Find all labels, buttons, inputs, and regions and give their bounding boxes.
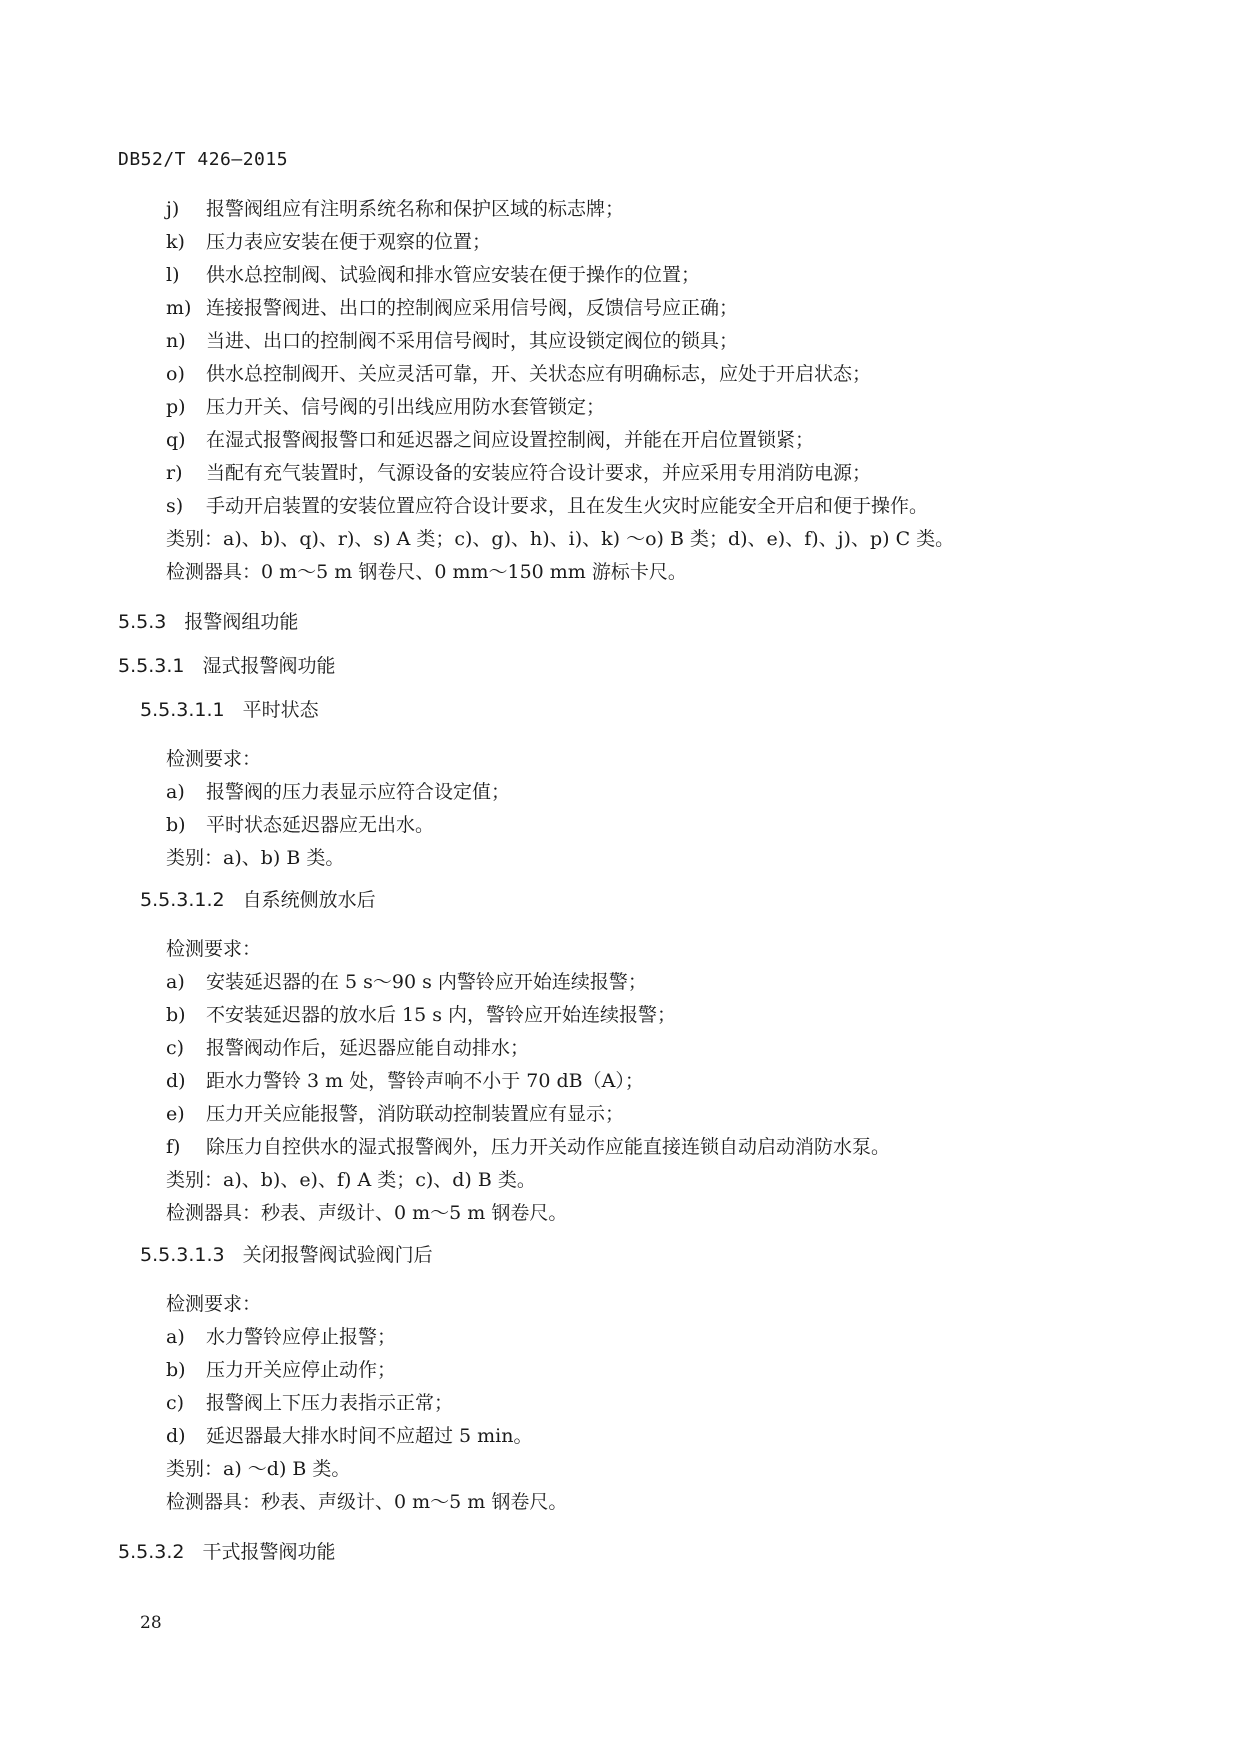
list-item xyxy=(166,966,1128,999)
section-number: 5.5.3.1.1 xyxy=(140,699,225,721)
section-number: 5.5.3.1 xyxy=(118,655,185,677)
list-item xyxy=(166,1354,1128,1387)
list-marker: b) xyxy=(166,1004,186,1026)
top-list xyxy=(118,193,1128,589)
list-text: 压力开关、信号阀的引出线应用防水套管锁定； xyxy=(206,396,606,418)
list-text: 报警阀组应有注明系统名称和保护区域的标志牌； xyxy=(206,198,625,220)
list-marker: a) xyxy=(166,971,185,993)
section-heading-5-5-3-1-2 xyxy=(140,885,1128,915)
list-text: 不安装延迟器的放水后 15 s 内，警铃应开始连续报警； xyxy=(206,1004,677,1026)
section-title: 平时状态 xyxy=(242,699,319,721)
list-marker: b) xyxy=(166,1359,186,1381)
list-marker: c) xyxy=(166,1392,185,1414)
list-marker: n) xyxy=(166,330,186,352)
list-marker: s) xyxy=(166,495,184,517)
list-item xyxy=(166,490,1128,523)
list-text: 报警阀上下压力表指示正常； xyxy=(206,1392,454,1414)
list-item xyxy=(166,1032,1128,1065)
tools-line: 检测器具：秒表、声级计、0 m～5 m 钢卷尺。 xyxy=(166,1491,568,1513)
list-text: 水力警铃应停止报警； xyxy=(206,1326,397,1348)
section-heading-5-5-3 xyxy=(118,607,1128,637)
list-marker: a) xyxy=(166,1326,185,1348)
list-text: 供水总控制阀开、关应灵活可靠，开、关状态应有明确标志，应处于开启状态； xyxy=(206,363,872,385)
section-heading-5-5-3-1 xyxy=(118,651,1128,681)
section-number: 5.5.3.2 xyxy=(118,1541,185,1563)
list-item xyxy=(166,1065,1128,1098)
list-item xyxy=(166,999,1128,1032)
section-heading-5-5-3-1-3 xyxy=(140,1240,1128,1270)
list-item xyxy=(166,226,1128,259)
section-heading-5-5-3-2 xyxy=(118,1537,1128,1567)
list-item xyxy=(166,325,1128,358)
list-item xyxy=(166,424,1128,457)
list-text: 压力表应安装在便于观察的位置； xyxy=(206,231,492,253)
tools-line: 检测器具：秒表、声级计、0 m～5 m 钢卷尺。 xyxy=(166,1202,568,1224)
category-line: 类别：a)、b) B 类。 xyxy=(166,847,345,869)
requirement-label: 检测要求： xyxy=(166,938,262,960)
section-title: 报警阀组功能 xyxy=(184,611,299,633)
section-number: 5.5.3 xyxy=(118,611,167,633)
list-item xyxy=(166,292,1128,325)
list-marker: l) xyxy=(166,264,180,286)
list-marker: q) xyxy=(166,429,186,451)
list-text: 供水总控制阀、试验阀和排水管应安装在便于操作的位置； xyxy=(206,264,701,286)
list-text: 手动开启装置的安装位置应符合设计要求，且在发生火灾时应能安全开启和便于操作。 xyxy=(206,495,929,517)
list-item xyxy=(166,193,1128,226)
category-line: 类别：a) ～d) B 类。 xyxy=(166,1458,351,1480)
requirement-label: 检测要求： xyxy=(166,1293,262,1315)
list-text: 在湿式报警阀报警口和延迟器之间应设置控制阀，并能在开启位置锁紧； xyxy=(206,429,815,451)
list-marker: p) xyxy=(166,396,186,418)
requirement-label: 检测要求： xyxy=(166,748,262,770)
list-marker: k) xyxy=(166,231,185,253)
list-marker: e) xyxy=(166,1103,185,1125)
list-text: 报警阀动作后，延迟器应能自动排水； xyxy=(206,1037,530,1059)
list-text: 当配有充气装置时，气源设备的安装应符合设计要求，并应采用专用消防电源； xyxy=(206,462,872,484)
section-number: 5.5.3.1.3 xyxy=(140,1244,225,1266)
list-item xyxy=(166,1387,1128,1420)
list-marker: r) xyxy=(166,462,183,484)
list-item xyxy=(166,1131,1128,1164)
list-text: 压力开关应能报警，消防联动控制装置应有显示； xyxy=(206,1103,625,1125)
list-marker: m) xyxy=(166,297,192,319)
list-item xyxy=(166,358,1128,391)
list-marker: d) xyxy=(166,1425,186,1447)
list-item xyxy=(166,457,1128,490)
section-title: 湿式报警阀功能 xyxy=(202,655,336,677)
section-title: 干式报警阀功能 xyxy=(202,1541,336,1563)
list-marker: b) xyxy=(166,814,186,836)
list-item xyxy=(166,1098,1128,1131)
list-marker: c) xyxy=(166,1037,185,1059)
list-text: 当进、出口的控制阀不采用信号阀时，其应设锁定阀位的锁具； xyxy=(206,330,739,352)
list-item xyxy=(166,1420,1128,1453)
section-heading-5-5-3-1-1 xyxy=(140,695,1128,725)
list-item xyxy=(166,391,1128,424)
list-item xyxy=(166,1321,1128,1354)
list-item xyxy=(166,776,1128,809)
section-number: 5.5.3.1.2 xyxy=(140,889,225,911)
category-line: 类别：a)、b)、e)、f) A 类；c)、d) B 类。 xyxy=(166,1169,536,1191)
list-marker: d) xyxy=(166,1070,186,1092)
list-item xyxy=(166,259,1128,292)
list-marker: a) xyxy=(166,781,185,803)
list-item xyxy=(166,809,1128,842)
section-title: 自系统侧放水后 xyxy=(242,889,376,911)
section-title: 关闭报警阀试验阀门后 xyxy=(242,1244,433,1266)
list-text: 延迟器最大排水时间不应超过 5 min。 xyxy=(206,1425,533,1447)
list-text: 距水力警铃 3 m 处，警铃声响不小于 70 dB（A）； xyxy=(206,1070,644,1092)
list-marker: o) xyxy=(166,363,185,385)
list-text: 平时状态延迟器应无出水。 xyxy=(206,814,435,836)
list-text: 安装延迟器的在 5 s～90 s 内警铃应开始连续报警； xyxy=(206,971,647,993)
category-line: 类别：a)、b)、q)、r)、s) A 类；c)、g)、h)、i)、k) ～o) B 类；d)、e)、f)、j)、p) C 类。 xyxy=(166,528,955,550)
list-marker: f) xyxy=(166,1136,181,1158)
document-code: DB52/T 426—2015 xyxy=(118,149,289,170)
tools-line: 检测器具：0 m～5 m 钢卷尺、0 mm～150 mm 游标卡尺。 xyxy=(166,561,687,583)
page-content xyxy=(118,193,1128,1581)
list-text: 连接报警阀进、出口的控制阀应采用信号阀，反馈信号应正确； xyxy=(206,297,739,319)
list-text: 报警阀的压力表显示应符合设定值； xyxy=(206,781,511,803)
list-text: 除压力自控供水的湿式报警阀外，压力开关动作应能直接连锁自动启动消防水泵。 xyxy=(206,1136,891,1158)
page-number: 28 xyxy=(140,1613,162,1633)
list-text: 压力开关应停止动作； xyxy=(206,1359,397,1381)
list-marker: j) xyxy=(166,198,180,220)
